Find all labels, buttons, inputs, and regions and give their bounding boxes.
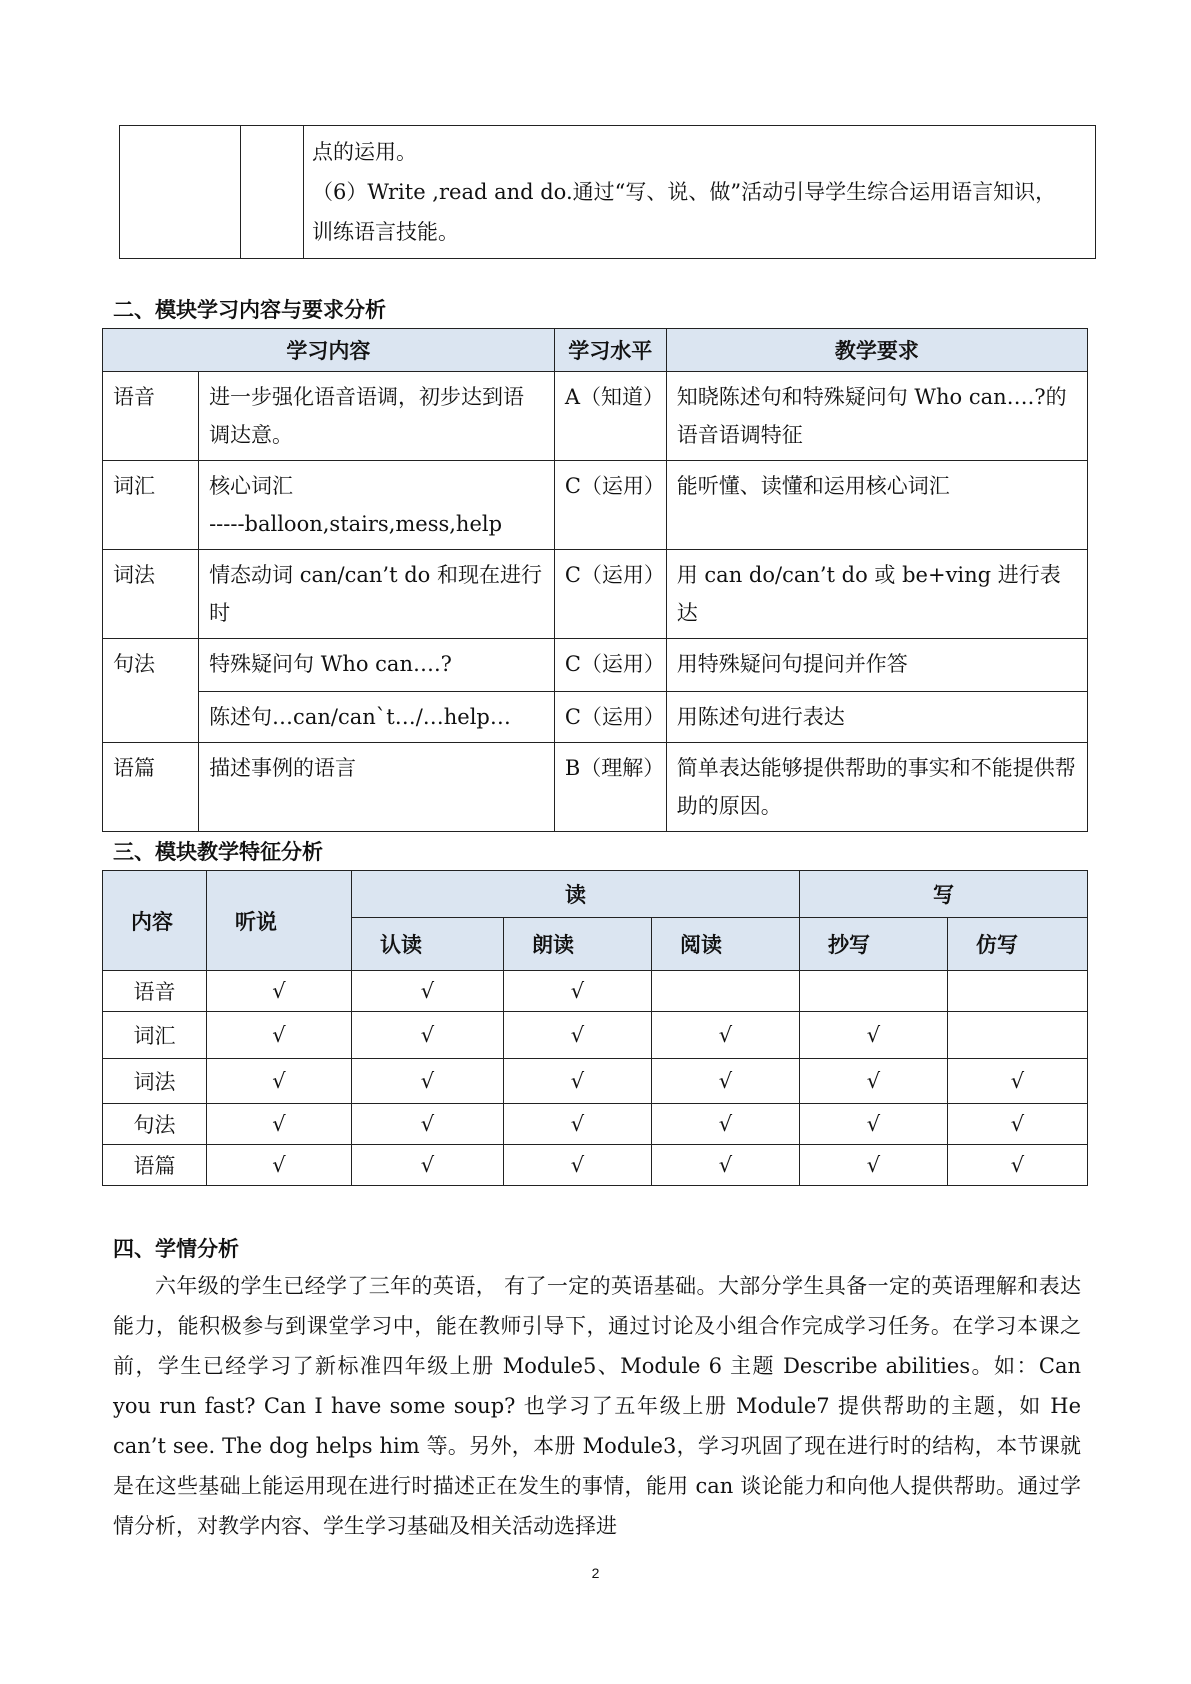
- check-mark: √: [352, 1104, 504, 1145]
- section3-heading: 三、模块教学特征分析: [113, 840, 323, 864]
- table-row: [103, 692, 1088, 743]
- row-requirement: 用陈述句进行表达: [666, 692, 1087, 743]
- row-label: 语篇: [103, 1145, 207, 1186]
- check-mark: √: [504, 1104, 652, 1145]
- check-mark: √: [207, 1104, 352, 1145]
- row-label: 词法: [103, 1059, 207, 1104]
- table-row: [103, 372, 1088, 461]
- check-mark: √: [652, 1104, 800, 1145]
- check-mark: [948, 1012, 1088, 1059]
- row-level: C（运用）: [554, 639, 666, 692]
- row-level: B（理解）: [554, 743, 666, 832]
- row-category: 词汇: [103, 461, 199, 550]
- check-mark: √: [652, 1012, 800, 1059]
- row-category: 语篇: [103, 743, 199, 832]
- row-category: 句法: [103, 639, 199, 743]
- row-requirement: 简单表达能够提供帮助的事实和不能提供帮助的原因。: [666, 743, 1087, 832]
- row-level: C（运用）: [554, 692, 666, 743]
- header-content: 学习内容: [103, 329, 555, 372]
- table-row: [103, 1059, 1088, 1104]
- check-mark: √: [800, 1059, 948, 1104]
- row-requirement: 用 can do/can’t do 或 be+ving 进行表达: [666, 550, 1087, 639]
- row-category: 词法: [103, 550, 199, 639]
- header-sub-recognize: 认读: [352, 918, 504, 971]
- table-row: [103, 1145, 1088, 1186]
- section4-paragraph: 六年级的学生已经学了三年的英语， 有了一定的英语基础。大部分学生具备一定的英语理解和表达能力，能积极参与到课堂学习中，能在教师引导下，通过讨论及小组合作完成学习任务。在学习本课之前，学生已经学习了新标准四年级上册 Module5、Module 6 主题 Describe abilities。如：Can you run fast? Can I have some soup? 也学习了五年级上册 Module7 提供帮助的主题，如 He can’t see. The dog helps him 等。另外，本册 Module3，学习巩固了现在进行时的结构，本节课就是在这些基础上能运用现在进行时描述正在发生的事情，能用 can 谈论能力和向他人提供帮助。通过学情分析，对教学内容、学生学习基础及相关活动选择进: [113, 1274, 1081, 1538]
- check-mark: [800, 971, 948, 1012]
- check-mark: √: [652, 1059, 800, 1104]
- row-content-line1: 核心词汇: [209, 474, 294, 498]
- top-table-cell-3: [304, 126, 1096, 259]
- check-mark: √: [504, 1059, 652, 1104]
- check-mark: √: [207, 1145, 352, 1186]
- header-sub-copy: 抄写: [800, 918, 948, 971]
- teaching-features-table: [102, 870, 1088, 1186]
- check-mark: [948, 971, 1088, 1012]
- check-mark: √: [504, 1012, 652, 1059]
- header-sub-imitate: 仿写: [948, 918, 1088, 971]
- row-content-line2: -----balloon,stairs,mess,help: [209, 512, 503, 536]
- check-mark: √: [504, 1145, 652, 1186]
- top-table-line3: 训练语言技能。: [312, 220, 459, 244]
- check-mark: √: [652, 1145, 800, 1186]
- check-mark: √: [352, 971, 504, 1012]
- table-row: [103, 639, 1088, 692]
- table-row: [103, 461, 1088, 550]
- check-mark: √: [800, 1145, 948, 1186]
- check-mark: √: [948, 1145, 1088, 1186]
- header-write: 写: [800, 871, 1088, 918]
- top-table-line1: 点的运用。: [312, 140, 417, 164]
- header-sub-read-aloud: 朗读: [504, 918, 652, 971]
- row-level: C（运用）: [554, 550, 666, 639]
- table-row: [103, 743, 1088, 832]
- row-requirement: 能听懂、读懂和运用核心词汇: [666, 461, 1087, 550]
- row-level: C（运用）: [554, 461, 666, 550]
- check-mark: √: [800, 1012, 948, 1059]
- table-row: [103, 1104, 1088, 1145]
- check-mark: √: [800, 1104, 948, 1145]
- row-content: 描述事例的语言: [199, 743, 555, 832]
- section2-heading: 二、模块学习内容与要求分析: [113, 298, 386, 322]
- table-row: [103, 550, 1088, 639]
- row-level: A（知道）: [554, 372, 666, 461]
- row-content: 情态动词 can/can’t do 和现在进行时: [199, 550, 555, 639]
- header-listen-speak: 听说: [207, 871, 352, 971]
- row-content: 进一步强化语音语调，初步达到语调达意。: [199, 372, 555, 461]
- row-requirement: 用特殊疑问句提问并作答: [666, 639, 1087, 692]
- check-mark: [652, 971, 800, 1012]
- check-mark: √: [352, 1059, 504, 1104]
- check-mark: √: [948, 1104, 1088, 1145]
- row-requirement: 知晓陈述句和特殊疑问句 Who can….?的语音语调特征: [666, 372, 1087, 461]
- check-mark: √: [207, 971, 352, 1012]
- check-mark: √: [504, 971, 652, 1012]
- top-table-cell-2: [241, 126, 304, 259]
- row-content: 特殊疑问句 Who can….?: [199, 639, 555, 692]
- check-mark: √: [207, 1059, 352, 1104]
- top-table: [119, 125, 1096, 259]
- row-label: 句法: [103, 1104, 207, 1145]
- check-mark: √: [352, 1145, 504, 1186]
- check-mark: √: [352, 1012, 504, 1059]
- table-row: [103, 1012, 1088, 1059]
- table-row: [103, 971, 1088, 1012]
- check-mark: √: [207, 1012, 352, 1059]
- top-table-cell-1: [120, 126, 241, 259]
- row-label: 语音: [103, 971, 207, 1012]
- header-content: 内容: [103, 871, 207, 971]
- header-requirement: 教学要求: [666, 329, 1087, 372]
- check-mark: √: [948, 1059, 1088, 1104]
- row-content: 陈述句…can/can`t…/…help…: [199, 692, 555, 743]
- section4-heading: 四、学情分析: [113, 1237, 239, 1261]
- header-level: 学习水平: [554, 329, 666, 372]
- page-number: 2: [591, 1565, 600, 1581]
- row-label: 词汇: [103, 1012, 207, 1059]
- top-table-line2: （6）Write ,read and do.通过“写、说、做”活动引导学生综合运用语言知识，: [312, 180, 1057, 204]
- header-sub-reading: 阅读: [652, 918, 800, 971]
- row-category: 语音: [103, 372, 199, 461]
- header-read: 读: [352, 871, 800, 918]
- row-content: [199, 461, 555, 550]
- learning-content-table: [102, 328, 1088, 832]
